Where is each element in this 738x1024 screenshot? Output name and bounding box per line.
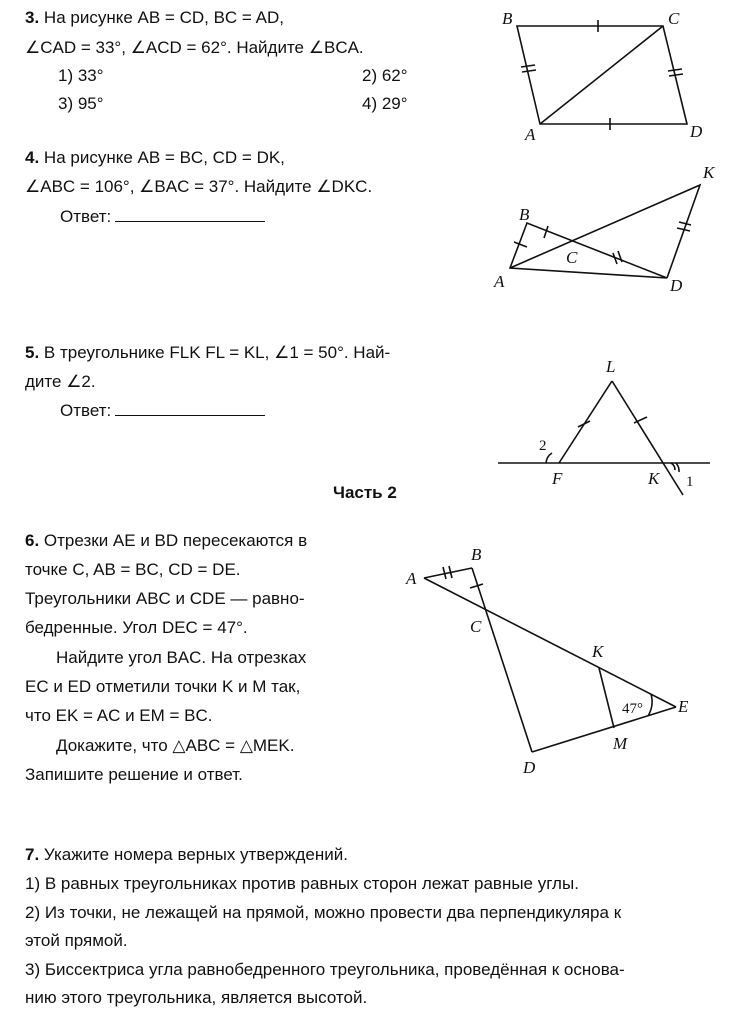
statement-2-line-2: этой прямой.	[25, 931, 128, 950]
problem-6-number: 6.	[25, 531, 40, 550]
label-c: C	[668, 9, 680, 28]
label-a: A	[406, 569, 417, 588]
problem-7-title-line	[25, 845, 348, 865]
statement-1: 1) В равных треугольниках против равных сторон лежат равные углы.	[25, 874, 579, 893]
segment-de	[532, 707, 676, 752]
label-k: K	[592, 642, 604, 661]
label-c: C	[566, 248, 578, 267]
problem-6-line-6: EC и ED отметили точки K и M так,	[25, 677, 301, 696]
label-k: K	[648, 469, 660, 488]
answer-label: Ответ:	[60, 401, 112, 420]
part-2-heading: Часть 2	[333, 483, 397, 502]
segment-km	[599, 668, 614, 728]
problem-6-text-1: Отрезки AE и BD пересекаются в	[43, 531, 308, 550]
label-d: D	[670, 276, 683, 295]
label-k: K	[703, 163, 715, 182]
problem-3-text-1: На рисунке AB = CD, BC = AD,	[43, 8, 284, 27]
label-a: A	[525, 125, 536, 144]
label-a: A	[494, 272, 505, 291]
label-e: E	[678, 697, 689, 716]
option-3: 3) 95°	[58, 94, 104, 113]
label-angle-1: 1	[686, 474, 694, 490]
problem-5-text-1: В треугольнике FLK FL = KL, ∠1 = 50°. Най-	[43, 343, 391, 362]
problem-6-line-9: Запишите решение и ответ.	[25, 765, 243, 784]
angle-e-arc	[648, 694, 652, 716]
tick-bc	[470, 584, 483, 588]
problem-3-number: 3.	[25, 8, 40, 27]
problem-6-line-7: что EK = AC и EM = BC.	[25, 706, 213, 725]
label-d: D	[523, 758, 536, 777]
problem-6-line-4: бедренные. Угол DEC = 47°.	[25, 618, 248, 637]
problem-7-number: 7.	[25, 845, 40, 864]
problem-3-line-2: ∠CAD = 33°, ∠ACD = 62°. Найдите ∠BCA.	[25, 38, 364, 57]
label-b: B	[471, 545, 482, 564]
option-1: 1) 33°	[58, 66, 104, 85]
statement-3-line-1: 3) Биссектриса угла равнобедренного треугольника, проведённая к основа-	[25, 960, 625, 979]
problem-4-line-2: ∠ABC = 106°, ∠BAC = 37°. Найдите ∠DKC.	[25, 177, 373, 196]
label-d: D	[690, 122, 703, 141]
label-l: L	[606, 357, 616, 376]
label-f: F	[552, 469, 563, 488]
problem-7-title: Укажите номера верных утверждений.	[43, 845, 348, 864]
label-b: B	[502, 9, 513, 28]
problem-6-line-3: Треугольники ABC и CDE — равно-	[25, 589, 305, 608]
segment-bd	[472, 568, 532, 752]
option-2: 2) 62°	[362, 66, 408, 85]
statement-2-line-1: 2) Из точки, не лежащей на прямой, можно провести два перпендикуляра к	[25, 903, 622, 922]
problem-4-number: 4.	[25, 148, 40, 167]
label-m: M	[613, 734, 628, 753]
problem-4-text-1: На рисунке AB = BC, CD = DK,	[43, 148, 285, 167]
problem-6-line-5: Найдите угол BAC. На отрезках	[56, 648, 307, 667]
label-angle-2: 2	[539, 438, 547, 454]
answer-label: Ответ:	[60, 207, 112, 226]
segment-ab	[424, 568, 472, 578]
label-b: B	[519, 205, 530, 224]
segment-ae	[424, 578, 676, 707]
statement-3-line-2: нию этого треугольника, является высотой.	[25, 988, 368, 1007]
problem-6-line-8: Докажите, что △ABC = △MEK.	[56, 736, 295, 755]
label-angle-47: 47°	[622, 701, 643, 717]
problem-5-number: 5.	[25, 343, 40, 362]
problem-6-line-2: точке C, AB = BC, CD = DE.	[25, 560, 241, 579]
problem-5-line-2: дите ∠2.	[25, 372, 96, 391]
option-4: 4) 29°	[362, 94, 408, 113]
label-c: C	[470, 617, 482, 636]
